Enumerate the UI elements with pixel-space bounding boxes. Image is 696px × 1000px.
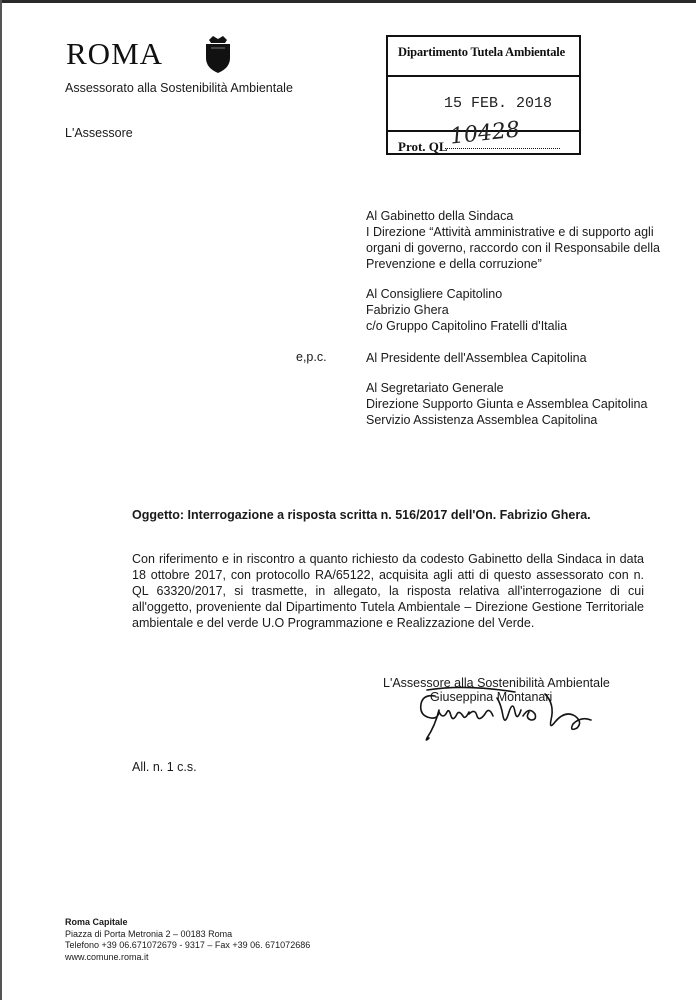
attachments-note: All. n. 1 c.s.: [132, 760, 197, 774]
footer-website: www.comune.roma.it: [65, 951, 149, 962]
stamp-date: 15 FEB. 2018: [444, 95, 553, 112]
stamp-divider: [388, 75, 579, 77]
footer: [65, 917, 310, 963]
cc-line: Al Segretariato Generale: [366, 381, 504, 395]
footer-name: Roma Capitale: [65, 917, 128, 927]
cc-line: Direzione Supporto Giunta e Assemblea Capitolina: [366, 397, 648, 411]
sender-role: L'Assessore: [65, 126, 133, 140]
cc-block-segretariato: [366, 380, 647, 428]
recipient-line: Prevenzione e della corruzione”: [366, 257, 542, 271]
footer-phone: Telefono +39 06.671072679 - 9317 – Fax +39 06. 671072686: [65, 940, 311, 950]
stamp-protocol-number: 10428: [448, 117, 522, 150]
office-name: Assessorato alla Sostenibilità Ambientale: [65, 81, 293, 95]
signatory-name: Giuseppina Montanari: [430, 690, 553, 704]
cc-block-presidente: [366, 350, 587, 366]
scan-top-edge: [0, 0, 696, 3]
protocol-stamp: [386, 35, 581, 155]
roma-crest-icon: [203, 34, 233, 74]
city-name: ROMA: [66, 36, 164, 71]
signatory-title: L'Assessore alla Sostenibilità Ambientale: [383, 676, 610, 690]
cc-line: Servizio Assistenza Assemblea Capitolina: [366, 413, 598, 427]
recipient-line: c/o Gruppo Capitolino Fratelli d'Italia: [366, 319, 568, 333]
recipient-line: Fabrizio Ghera: [366, 303, 449, 317]
stamp-department: Dipartimento Tutela Ambientale: [398, 45, 565, 59]
footer-address: Piazza di Porta Metronia 2 – 00183 Roma: [65, 928, 233, 939]
recipient-line: organi di governo, raccordo con il Responsabile della: [366, 241, 660, 255]
subject-line: Oggetto: Interrogazione a risposta scritta n. 516/2017 dell'On. Fabrizio Ghera.: [132, 508, 591, 522]
recipient-block-consigliere: [366, 286, 567, 334]
recipient-line: Al Consigliere Capitolino: [366, 287, 503, 301]
stamp-protocol-label: Prot. QL: [398, 139, 448, 154]
handwritten-signature: [405, 686, 595, 746]
scan-left-edge: [0, 0, 2, 1000]
recipient-line: I Direzione “Attività amministrative e di supporto agli: [366, 225, 654, 239]
recipient-block-gabinetto: [366, 208, 660, 272]
recipient-line: Al Gabinetto della Sindaca: [366, 209, 514, 223]
letter-body: Con riferimento e in riscontro a quanto richiesto da codesto Gabinetto della Sindaca in data 18 ottobre 2017, con protocollo RA/65122, acquisita agli atti di questo assessorato con n. QL 63320/2017, si trasmette, in allegato, la risposta relativa all'interrogazione di cui all'oggetto, proveniente dal Dipartimento Tutela Ambientale – Direzione Gestione Territoriale ambientale e del verde U.O Programmazione e Realizzazione del Verde.: [132, 552, 644, 630]
cc-label: e,p.c.: [296, 350, 327, 364]
cc-line: Al Presidente dell'Assemblea Capitolina: [366, 351, 587, 365]
